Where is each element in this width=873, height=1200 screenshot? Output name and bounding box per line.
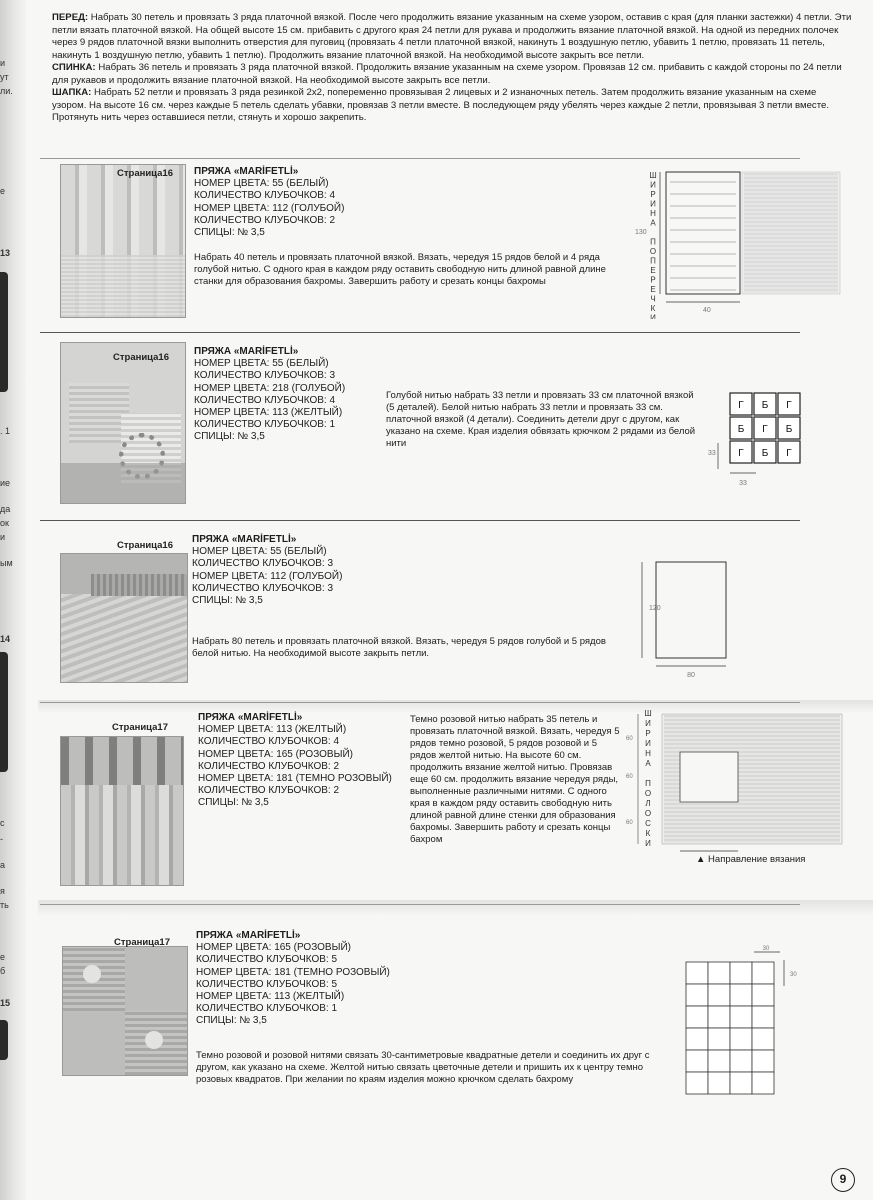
neighbour-photo-edge — [0, 652, 8, 772]
dimension: 60 — [626, 820, 633, 826]
patch-cell — [730, 1072, 752, 1094]
vertical-letter: Н — [650, 209, 656, 218]
spine-text: 14 — [0, 634, 11, 644]
patch-cell — [708, 1050, 730, 1072]
vertical-letter: Р — [650, 190, 656, 199]
yarn-spec — [192, 534, 342, 607]
patch-cell — [686, 984, 708, 1006]
product-photo-striped-runner — [60, 736, 184, 886]
schematic-runner — [618, 706, 848, 861]
height-dimension: 130 — [635, 229, 647, 236]
page-number: 9 — [831, 1168, 855, 1192]
spec-line: НОМЕР ЦВЕТА: 181 (ТЕМНО РОЗОВЫЙ) — [198, 773, 392, 785]
spec-line: НОМЕР ЦВЕТА: 55 (БЕЛЫЙ) — [194, 178, 329, 190]
section-divider — [40, 332, 800, 333]
patch-cell — [730, 962, 752, 984]
vertical-letter: Л — [645, 799, 651, 808]
spine-text: я — [0, 886, 5, 896]
spine-text: . 1 — [0, 426, 11, 436]
patch-cell — [752, 1006, 774, 1028]
spine-text: и — [0, 532, 6, 542]
intro-paragraph-front: ПЕРЕД: Набрать 30 петель и провязать 3 ряда платочной вязкой. После чего продолжить вязание указанным на схеме узором, оставив с края (для планки застежки) 4 петли. Эти петли вязать платочной вязкой. На общей высоте 15 см. прибавить с другого края 24 петли для рукава и продолжить вязание платочной вязкой. На одной из передних полочек через 9 рядов платочной вязки выполнить отверстия для пуговиц (провязать 4 петли платочной вязкой, накинуть 1 воздушную петлю, убавить 1 петлю, провязать 11 петель, накинуть 1 воздушную петлю, убавить 1 петлю). Продолжить вязание платочной вязкой. На необходимой высоте закрыть все петли. — [52, 12, 852, 61]
spec-line: КОЛИЧЕСТВО КЛУБОЧКОВ: 5 — [196, 954, 338, 966]
page-reference: Страница17 — [112, 722, 168, 733]
spec-line: КОЛИЧЕСТВО КЛУБОЧКОВ: 3 — [194, 370, 336, 382]
spec-line: КОЛИЧЕСТВО КЛУБОЧКОВ: 3 — [192, 558, 334, 570]
patch-cell — [708, 1028, 730, 1050]
spec-line: КОЛИЧЕСТВО КЛУБОЧКОВ: 2 — [198, 785, 340, 797]
knitting-direction — [696, 854, 805, 865]
width-dimension: 40 — [703, 307, 711, 314]
spec-line: НОМЕР ЦВЕТА: 181 (ТЕМНО РОЗОВЫЙ) — [196, 966, 390, 978]
spine-text: 13 — [0, 248, 11, 258]
spec-line: СПИЦЫ: № 3,5 — [196, 1015, 267, 1027]
patch-cell — [730, 1050, 752, 1072]
spec-line: СПИЦЫ: № 3,5 — [194, 431, 265, 443]
yarn-spec — [196, 930, 390, 1028]
section-divider — [40, 158, 800, 159]
vertical-letter: П — [645, 779, 651, 788]
patch-cell — [752, 984, 774, 1006]
spec-line: КОЛИЧЕСТВО КЛУБОЧКОВ: 3 — [192, 582, 334, 594]
neighbour-photo-edge — [0, 272, 8, 392]
vertical-letter: И — [645, 719, 651, 728]
vertical-letter: А — [650, 218, 656, 228]
patch-cell — [686, 1006, 708, 1028]
vertical-letter: Е — [650, 285, 656, 294]
grid-cell-letter: Г — [738, 448, 744, 459]
intro-paragraph-hat: ШАПКА: Набрать 52 петли и провязать 3 ряда резинкой 2x2, попеременно провязывая 2 лицевых и 2 изнаночных петель. Затем продолжить вязание указанным на схеме узором. На высоте 16 см. через каждые 5 петель сделать убавки, провязав 3 петли вместе. В последующем ряду убелять через каждые 2 петли, провязывая 3 петли вместе. Протянуть нить через оставшиеся петли, стянуть и хорошо закрепить. — [52, 87, 830, 123]
vertical-letter: К — [650, 304, 656, 313]
yarn-name: ПРЯЖА «MARİFETLİ» — [192, 534, 297, 545]
spec-line: НОМЕР ЦВЕТА: 112 (ГОЛУБОЙ) — [192, 570, 343, 582]
direction-label: Направление вязания — [708, 854, 806, 865]
page-reference: Страница16 — [117, 540, 173, 551]
spec-line: КОЛИЧЕСТВО КЛУБОЧКОВ: 2 — [198, 760, 340, 772]
patch-cell — [686, 962, 708, 984]
spec-line: СПИЦЫ: № 3,5 — [198, 797, 269, 809]
bottom-dimension: 33 — [739, 480, 747, 487]
spec-line: КОЛИЧЕСТВО КЛУБОЧКОВ: 1 — [196, 1003, 338, 1015]
spec-line: НОМЕР ЦВЕТА: 112 (ГОЛУБОЙ) — [194, 202, 345, 214]
side-dimension: 33 — [708, 450, 716, 457]
patch-cell — [708, 1072, 730, 1094]
yarn-name: ПРЯЖА «MARİFETLİ» — [194, 166, 299, 177]
dimension: 60 — [626, 736, 633, 742]
cell-height-dimension: 30 — [790, 972, 797, 978]
instructions: Набрать 80 петель и провязать платочной вязкой. Вязать, чередуя 5 рядов голубой и 5 рядов белой нитью. На необходимой высоте закрыть петли. — [192, 636, 606, 659]
spine-text: б — [0, 966, 6, 976]
vertical-letter: И — [650, 313, 656, 319]
cell-width-dimension: 30 — [762, 946, 770, 952]
vertical-letter: П — [650, 256, 656, 266]
spine-text: ут — [0, 72, 9, 82]
schematic-scarf — [620, 164, 845, 324]
schematic-blanket-grid — [700, 385, 810, 495]
product-photo-blanket — [60, 342, 186, 504]
spec-line: НОМЕР ЦВЕТА: 218 (ГОЛУБОЙ) — [194, 382, 346, 394]
vertical-letter: Р — [650, 275, 656, 285]
yarn-spec — [194, 346, 345, 444]
instructions: Набрать 40 петель и провязать платочной вязкой. Вязать, чередуя 15 рядов белой и 4 ряда голубой нитью. С одного края в каждом ряду оставить свободную нить длиной равной длине станки для образования бахромы. Завершить работу и срезать концы бахромы — [194, 252, 606, 287]
intro-text — [52, 12, 852, 125]
grid-cell-letter: Г — [786, 448, 792, 459]
vertical-letter: О — [644, 809, 652, 818]
spec-line: НОМЕР ЦВЕТА: 165 (РОЗОВЫЙ) — [196, 942, 351, 954]
vertical-letter: Н — [645, 749, 651, 758]
patch-cell — [730, 1028, 752, 1050]
grid-cell-letter: Г — [738, 400, 744, 411]
patch-cell — [708, 962, 730, 984]
intro-paragraph-back: СПИНКА: Набрать 36 петель и провязать 3 ряда платочной вязкой. Продолжить вязание указанным на схеме узором. Провязав 12 см. прибавить с каждой стороны по 24 петли для рукавов и продолжить вязание платочной вязкой. На необходимой высоте закрыть все петли. — [52, 62, 842, 86]
spine-text: - — [0, 834, 3, 844]
patch-cell — [752, 962, 774, 984]
instructions: Темно розовой и розовой нитями связать 30-сантиметровые квадратные детели и соединить их друг с другом, как указано на схеме. Желтой нитью связать цветочные детели и пришить их к центру темно розовых квадратов. При желании по краям изделия можно крючком сделать бахрому — [196, 1050, 650, 1085]
spine-text: с — [0, 818, 5, 828]
vertical-letter: П — [650, 237, 656, 247]
spine-text: ть — [0, 900, 9, 910]
grid-cell-letter: Б — [785, 424, 793, 435]
spine-text: е — [0, 186, 6, 196]
spec-line: НОМЕР ЦВЕТА: 113 (ЖЕЛТЫЙ) — [196, 991, 345, 1003]
spine-text: 15 — [0, 998, 11, 1008]
spine-text: а — [0, 860, 6, 870]
product-photo-throw — [60, 553, 188, 683]
schematic-patchwork-grid — [684, 944, 804, 1109]
patch-cell — [686, 1072, 708, 1094]
spec-line: КОЛИЧЕСТВО КЛУБОЧКОВ: 4 — [198, 736, 340, 748]
vertical-letter: О — [644, 789, 652, 798]
vertical-letter: К — [645, 829, 651, 838]
spec-line: КОЛИЧЕСТВО КЛУБОЧКОВ: 4 — [194, 394, 336, 406]
page-reference: Страница16 — [117, 168, 173, 179]
spec-line: НОМЕР ЦВЕТА: 113 (ЖЕЛТЫЙ) — [198, 724, 347, 736]
section-divider — [40, 520, 800, 521]
vertical-letter: Ш — [649, 171, 657, 180]
spec-line: СПИЦЫ: № 3,5 — [194, 227, 265, 239]
spec-line: КОЛИЧЕСТВО КЛУБОЧКОВ: 4 — [194, 190, 336, 202]
vertical-letter: О — [649, 247, 657, 256]
spine-text: и — [0, 58, 6, 68]
section-shade — [38, 900, 873, 936]
vertical-letter: И — [650, 180, 656, 190]
vertical-letter: Р — [645, 729, 651, 738]
patch-cell — [708, 1006, 730, 1028]
spine-text: ок — [0, 518, 9, 528]
product-photo-fringe-scarf — [60, 164, 186, 318]
yarn-name: ПРЯЖА «MARİFETLİ» — [196, 930, 301, 941]
vertical-letter: Е — [650, 266, 656, 275]
schematic-throw — [636, 558, 736, 688]
section-divider — [40, 904, 800, 905]
height-dimension: 120 — [649, 605, 661, 612]
vertical-letter: И — [645, 839, 651, 848]
width-dimension: 80 — [687, 672, 695, 679]
vertical-letter: И — [645, 739, 651, 748]
spine-text: е — [0, 952, 6, 962]
instructions: Голубой нитью набрать 33 петли и провязать 33 см платочной вязкой (5 деталей). Белой нитью набрать 33 петли и провязать 33 см. платочной вязкой (4 детали). Соединить детели друг с другом, как указано на схеме. Края изделия обвязать крючком 2 рядами из белой нити — [386, 390, 696, 449]
spec-line: КОЛИЧЕСТВО КЛУБОЧКОВ: 2 — [194, 214, 336, 226]
vertical-letter: А — [645, 759, 651, 768]
patch-cell — [752, 1028, 774, 1050]
grid-cell-letter: Г — [786, 400, 792, 411]
dimension: 60 — [626, 774, 633, 780]
vertical-letter: И — [650, 199, 656, 209]
vertical-letter: Ш — [644, 709, 652, 718]
yarn-spec — [194, 166, 344, 239]
spine-text: ым — [0, 558, 13, 568]
patch-cell — [752, 1050, 774, 1072]
spec-line: СПИЦЫ: № 3,5 — [192, 595, 263, 607]
spec-line: КОЛИЧЕСТВО КЛУБОЧКОВ: 1 — [194, 419, 336, 431]
neighbour-photo-edge — [0, 1020, 8, 1060]
patch-cell — [730, 984, 752, 1006]
patch-cell — [686, 1050, 708, 1072]
yarn-name: ПРЯЖА «MARİFETLİ» — [194, 346, 299, 357]
arrow-up-icon: ▲ — [696, 854, 706, 865]
section-divider — [40, 702, 800, 703]
grid-cell-letter: Б — [761, 400, 769, 411]
spec-line: НОМЕР ЦВЕТА: 55 (БЕЛЫЙ) — [194, 358, 329, 370]
vertical-letter: С — [645, 819, 651, 828]
patch-cell — [686, 1028, 708, 1050]
spec-line: НОМЕР ЦВЕТА: 55 (БЕЛЫЙ) — [192, 546, 327, 558]
spine-text: да — [0, 504, 11, 514]
spec-line: НОМЕР ЦВЕТА: 165 (РОЗОВЫЙ) — [198, 748, 353, 760]
grid-cell-letter: Г — [762, 424, 768, 435]
patch-cell — [752, 1072, 774, 1094]
page-reference: Страница16 — [113, 352, 169, 363]
vertical-letter: Ч — [650, 294, 656, 304]
spec-line: КОЛИЧЕСТВО КЛУБОЧКОВ: 5 — [196, 978, 338, 990]
yarn-spec — [198, 712, 392, 810]
product-photo-patchwork — [62, 946, 188, 1076]
grid-cell-letter: Б — [737, 424, 745, 435]
spine-text: ие — [0, 478, 11, 488]
page-reference: Страница17 — [114, 937, 170, 948]
patch-cell — [708, 984, 730, 1006]
instructions: Темно розовой нитью набрать 35 петель и провязать платочной вязкой. Вязать, чередуя 5 рядов темно розовой, 5 рядов розовой и 5 рядов желтой нитью. На высоте 60 см. продолжить вязание желтой нитью. Провязав еще 60 см. продолжить вязание чередуя ряды, выполненные различными нитями. С одного края в каждом ряду оставить свободную нить длиной равной длине стенки для образования бахромы. Завершить работу и срезать концы бахром — [410, 714, 620, 845]
spine-text: ли. — [0, 86, 13, 96]
patch-cell — [730, 1006, 752, 1028]
spec-line: НОМЕР ЦВЕТА: 113 (ЖЕЛТЫЙ) — [194, 407, 343, 419]
grid-cell-letter: Б — [761, 448, 769, 459]
yarn-name: ПРЯЖА «MARİFETLİ» — [198, 712, 303, 723]
